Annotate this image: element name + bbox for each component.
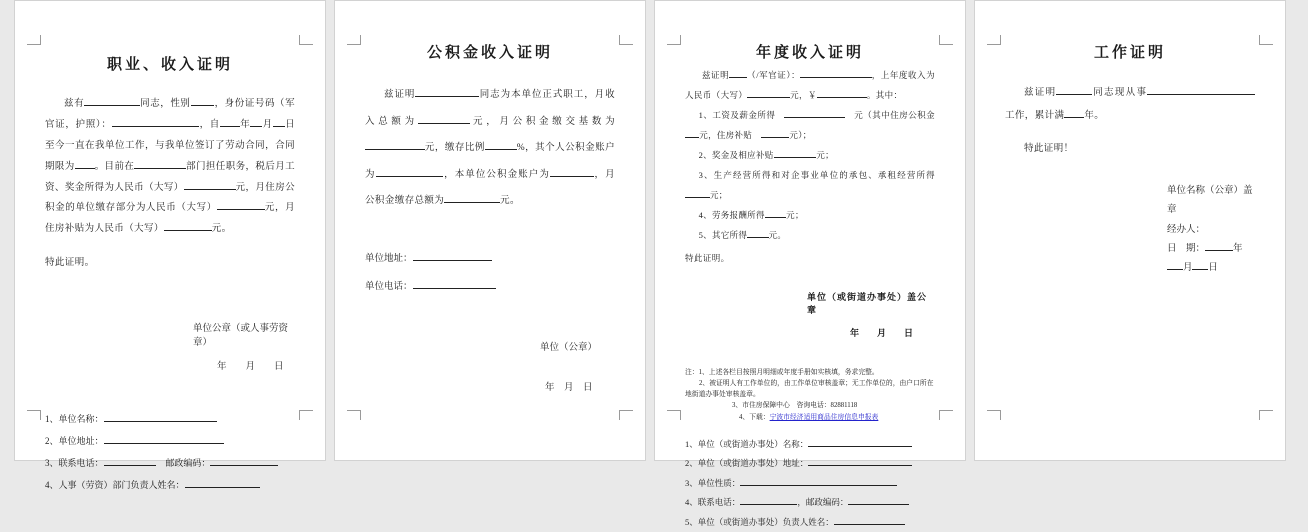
note-line: 注：1、上述各栏目按照月明细或年度手册如实核填，务求完整。	[685, 368, 879, 376]
crop-mark-top-left-icon	[667, 35, 681, 45]
fill-in-blank	[729, 70, 747, 78]
date-line: 年 月 日	[217, 362, 284, 373]
fill-in-blank	[250, 118, 262, 127]
fill-in-blank	[444, 194, 500, 203]
fill-in-blank	[112, 118, 200, 127]
fill-in-blank	[740, 497, 797, 505]
fill-in-blank	[1192, 261, 1208, 270]
fill-in-blank	[761, 130, 790, 138]
crop-mark-bottom-left-icon	[987, 410, 1001, 420]
fill-in-blank	[376, 168, 444, 177]
fill-in-blank	[747, 230, 768, 238]
unit-contact-block	[365, 249, 615, 299]
crop-mark-bottom-right-icon	[939, 410, 953, 420]
crop-mark-bottom-right-icon	[619, 410, 633, 420]
fill-in-blank	[808, 439, 912, 447]
closing-statement: 特此证明！	[1024, 143, 1074, 154]
note-line: 2、被证明人有工作单位的，由工作单位审核盖章；无工作单位的，由户口所在地街道办事处审核盖章。	[685, 379, 934, 399]
fill-in-blank	[164, 222, 212, 231]
fill-in-blank	[740, 478, 897, 486]
fill-in-blank	[104, 436, 225, 445]
certificate-body-text: 兹证明 同志为本单位正式职工，月收入总额为 元，月公积金缴交基数为元，缴存比例 %，其个人公积金账户为 ，本单位公积金账户为 ，月公积金缴存总额为 元。	[365, 82, 615, 215]
fill-in-blank	[273, 118, 285, 127]
certificate-intro-text: 兹证明 （/军官证）： ，上年度收入为人民币（大写） 元，￥ 。其中：	[685, 70, 935, 100]
crop-mark-bottom-left-icon	[667, 410, 681, 420]
page-title: 工作证明	[1093, 45, 1166, 61]
fill-in-blank	[365, 141, 425, 150]
fill-in-blank	[765, 210, 786, 218]
list-item: 3、单位性质：	[685, 474, 935, 494]
crop-mark-top-right-icon	[1259, 35, 1273, 45]
closing-statement: 特此证明。	[45, 258, 95, 269]
list-item: 4、联系电话： ，邮政编码：	[685, 493, 935, 513]
crop-mark-top-right-icon	[299, 35, 313, 45]
fill-in-blank	[217, 201, 265, 210]
page-title: 职业、收入证明	[106, 57, 233, 73]
fill-in-blank	[191, 97, 215, 106]
fill-in-blank	[784, 110, 845, 118]
crop-mark-top-left-icon	[987, 35, 1001, 45]
fill-in-blank	[413, 280, 497, 289]
crop-mark-top-left-icon	[27, 35, 41, 45]
notes-block	[685, 367, 935, 423]
income-items-list	[685, 106, 935, 246]
fill-in-blank	[1205, 242, 1233, 251]
fill-in-blank	[808, 458, 912, 466]
fill-in-blank	[834, 517, 905, 525]
list-item: 1、单位（或街道办事处）名称：	[685, 435, 935, 455]
list-item: 3、联系电话： 邮政编码：	[45, 452, 295, 474]
seal-line: 单位公章（或人事劳资章）	[193, 324, 289, 349]
closing-statement: 特此证明。	[685, 252, 730, 263]
seal-line: 单位名称（公章）盖章	[1167, 185, 1253, 216]
fill-in-blank	[774, 150, 817, 158]
income-item: 4、劳务报酬所得 元；	[698, 209, 804, 220]
crop-mark-top-left-icon	[347, 35, 361, 45]
handler-line: 经办人：	[1167, 224, 1206, 235]
fill-in-blank	[747, 90, 790, 98]
fill-in-blank	[84, 97, 140, 106]
certificate-body-text: 兹有 同志，性别 ，身份证号码（军官证，护照）： ，自 年 月 日至今一直在我单位工作，与我单位签订了劳动合同，合同期限为 。目前在 部门担任职务，税后月工资、奖金所得为人民币（大写） 元，月住房公积金的单位缴存部分为人民币（大写） 元，月住房补贴为人民币（大写） 元。	[45, 94, 295, 240]
list-item: 5、单位（或街道办事处）负责人姓名：	[685, 513, 935, 532]
fill-in-blank	[184, 181, 236, 190]
fill-in-blank	[104, 458, 157, 467]
fill-in-blank	[415, 88, 479, 97]
certificate-body-text: 兹证明 同志现从事工作，累计满 年。	[1005, 82, 1255, 128]
crop-mark-bottom-right-icon	[1259, 410, 1273, 420]
page-work-certificate	[974, 0, 1286, 461]
date-line: 年 月 日	[545, 382, 593, 393]
income-item: 1、工资及薪金所得 元（其中住房公积金元，住房补贴 元）；	[685, 106, 935, 146]
fill-in-blank	[413, 252, 493, 261]
income-item: 3、生产经营所得和对企事业单位的承包、承租经营所得元；	[685, 166, 935, 206]
income-item: 5、其它所得 元。	[698, 229, 787, 240]
crop-mark-bottom-right-icon	[299, 410, 313, 420]
seal-line: 单位（或街道办事处）盖公章	[807, 291, 928, 315]
fill-in-blank	[550, 168, 594, 177]
fill-in-blank	[134, 160, 186, 169]
crop-mark-top-right-icon	[939, 35, 953, 45]
signature-block	[1005, 182, 1255, 279]
seal-line: 单位（公章）	[540, 342, 598, 353]
fill-in-blank	[1064, 109, 1084, 118]
unit-info-list	[45, 408, 295, 496]
page-occupation-income-certificate	[14, 0, 326, 491]
list-item: 4、人事（劳资）部门负责人姓名：	[45, 474, 295, 496]
unit-address-line: 单位地址：	[365, 249, 615, 271]
crop-mark-top-right-icon	[619, 35, 633, 45]
page-title: 公积金收入证明	[426, 45, 553, 61]
note-download-label: 4、下载：	[739, 413, 770, 421]
unit-info-list	[685, 435, 935, 532]
fill-in-blank	[220, 118, 240, 127]
note-line: 3、市住房保障中心 咨询电话：82881118	[732, 402, 858, 410]
fill-in-blank	[848, 497, 909, 505]
page-provident-fund-income-certificate	[334, 0, 646, 461]
crop-mark-bottom-left-icon	[27, 410, 41, 420]
date-line: 日 期： 年月 日	[1167, 240, 1255, 279]
page-title: 年度收入证明	[755, 45, 864, 61]
crop-mark-bottom-left-icon	[347, 410, 361, 420]
fill-in-blank	[685, 190, 710, 198]
fill-in-blank	[1056, 86, 1092, 95]
fill-in-blank	[485, 141, 517, 150]
list-item: 2、单位地址：	[45, 430, 295, 452]
fill-in-blank	[210, 458, 278, 467]
note-line	[739, 412, 935, 423]
list-item: 2、单位（或街道办事处）地址：	[685, 454, 935, 474]
download-form-link[interactable]: 宁波市经济适用商品住房信息申报表	[769, 413, 879, 421]
fill-in-blank	[817, 90, 867, 98]
page-annual-income-certificate	[654, 0, 966, 527]
date-line: 年 月 日	[850, 327, 914, 338]
income-item: 2、奖金及相应补贴 元；	[698, 149, 834, 160]
fill-in-blank	[1147, 86, 1255, 95]
fill-in-blank	[1167, 261, 1183, 270]
fill-in-blank	[185, 480, 261, 489]
fill-in-blank	[418, 115, 470, 124]
fill-in-blank	[75, 160, 95, 169]
fill-in-blank	[104, 414, 217, 423]
fill-in-blank	[685, 130, 699, 138]
unit-phone-line: 单位电话：	[365, 277, 615, 299]
fill-in-blank	[800, 70, 871, 78]
list-item: 1、单位名称：	[45, 408, 295, 430]
